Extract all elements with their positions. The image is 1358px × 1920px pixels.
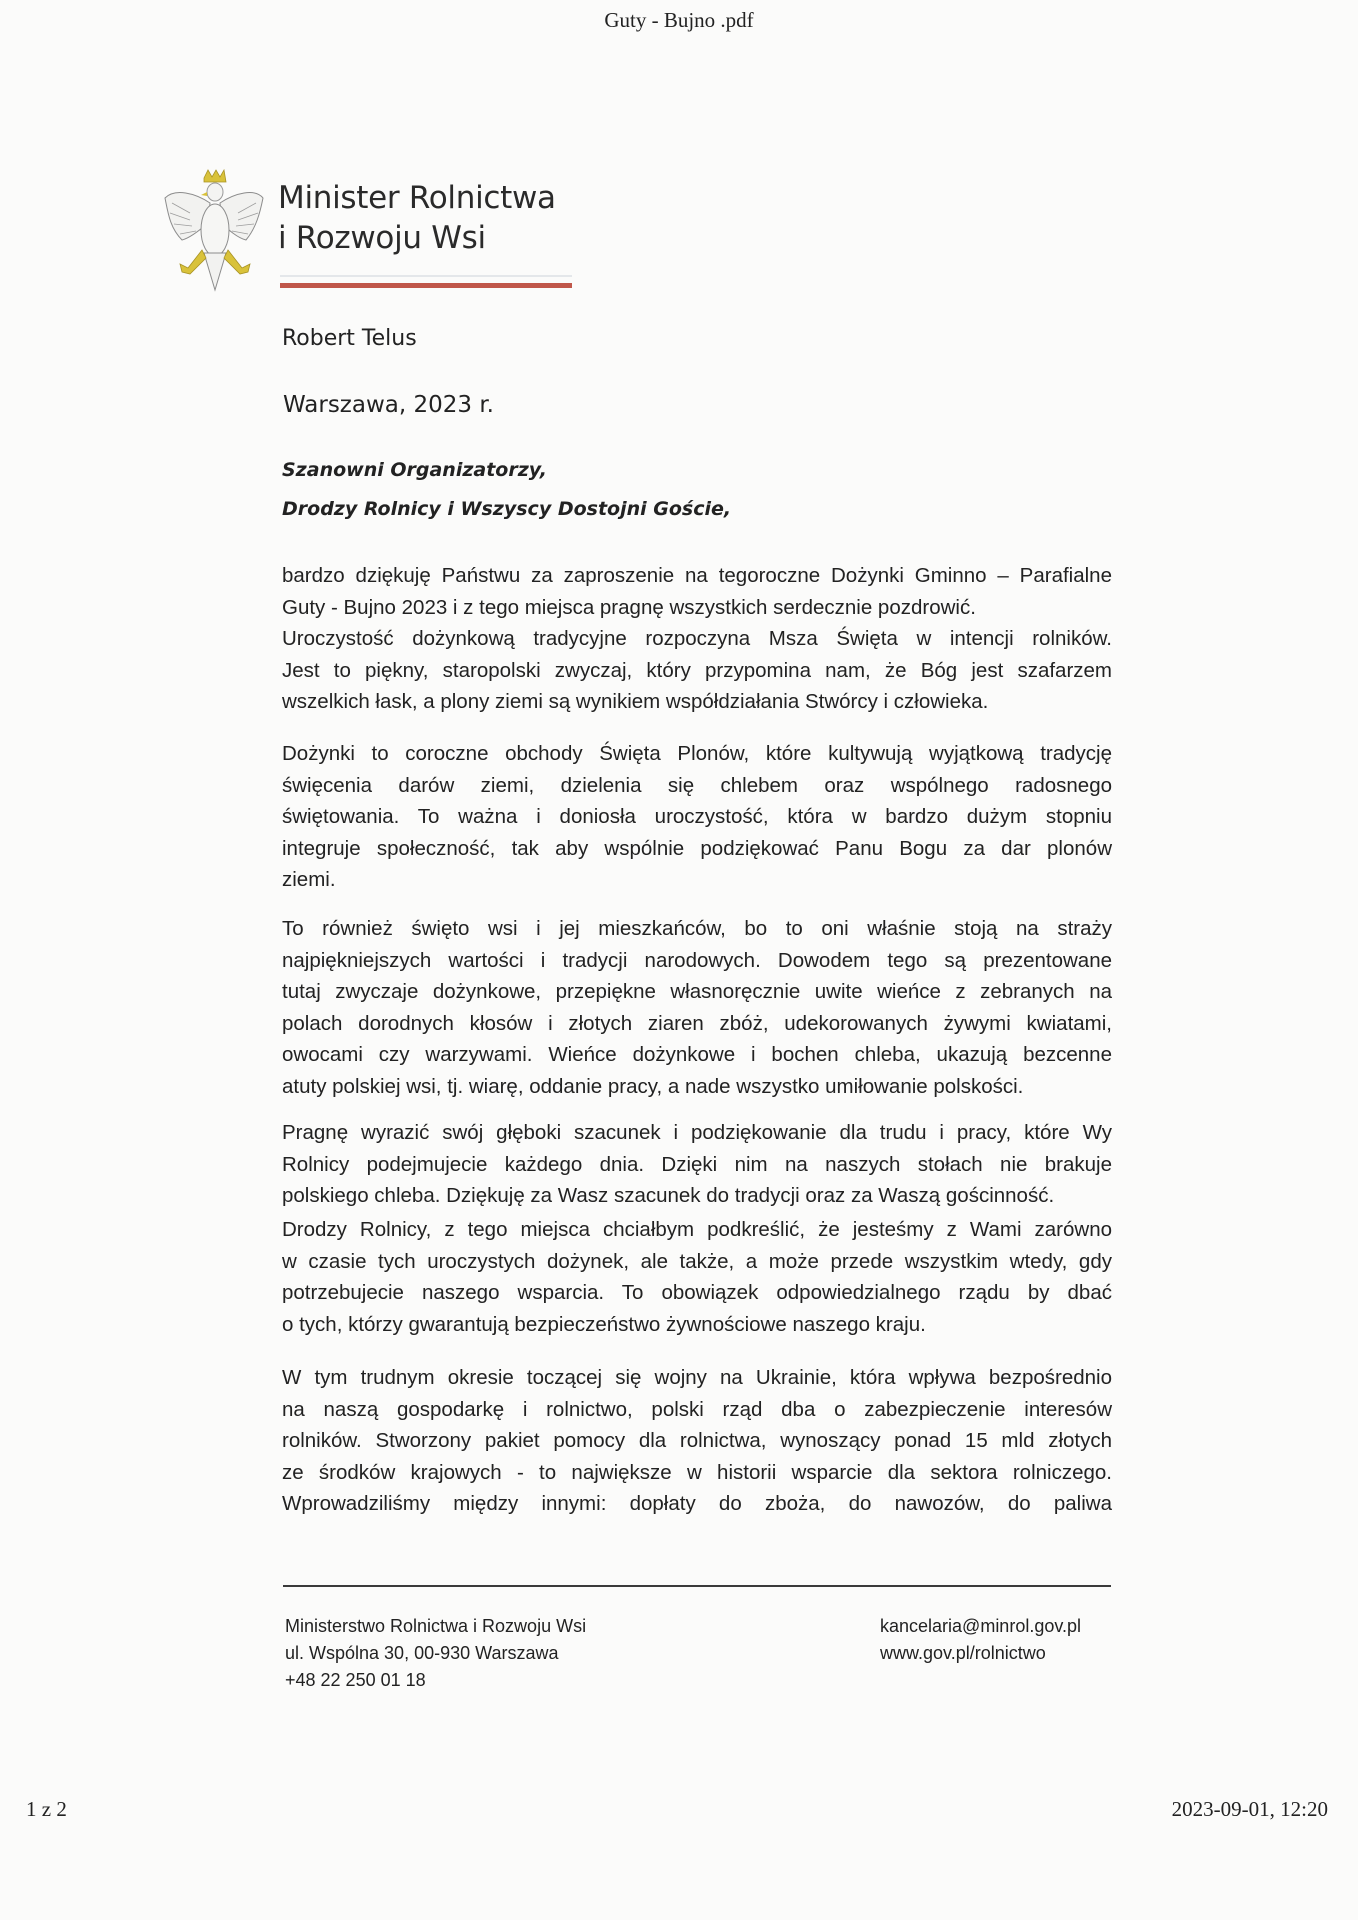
footer-address: ul. Wspólna 30, 00-930 Warszawa	[285, 1643, 559, 1663]
paragraph-line: To również święto wsi i jej mieszkańców, bo to oni właśnie stoją na straży	[282, 917, 1112, 940]
paragraph-line: Drodzy Rolnicy, z tego miejsca chciałbym podkreślić, że jesteśmy z Wami zarówno	[282, 1218, 1112, 1241]
paragraph-line: Pragnę wyrazić swój głęboki szacunek i podziękowanie dla trudu i pracy, które Wy	[282, 1121, 1112, 1144]
paragraph-1	[282, 560, 1112, 718]
paragraph-line: Uroczystość dożynkową tradycyjne rozpoczyna Msza Święta w intencji rolników.	[282, 627, 1112, 650]
footer-email-link[interactable]: kancelaria@minrol.gov.pl	[880, 1616, 1082, 1636]
footer-org-name: Ministerstwo Rolnictwa i Rozwoju Wsi	[285, 1616, 587, 1636]
paragraph-line: najpiękniejszych wartości i tradycji narodowych. Dowodem tego są prezentowane	[282, 948, 1112, 972]
paragraph-line: tutaj zwyczaje dożynkowe, przepiękne własnoręcznie uwite wieńce z zebranych na	[282, 980, 1112, 1003]
paragraph-line: Rolnicy podejmujecie każdego dnia. Dzięki nim na naszych stołach nie brakuje	[282, 1152, 1112, 1176]
paragraph-line: święcenia darów ziemi, dzielenia się chlebem oraz wspólnego radosnego	[282, 773, 1112, 797]
paragraph-line: potrzebujecie naszego wsparcia. To obowiązek odpowiedzialnego rządu by dbać	[282, 1281, 1112, 1304]
salutation-organizers: Szanowni Organizatorzy,	[282, 459, 547, 481]
footer-phone: +48 22 250 01 18	[285, 1670, 426, 1690]
print-header-title: Guty - Bujno .pdf	[604, 8, 754, 32]
paragraph-line: Dożynki to coroczne obchody Święta Plonów, które kultywują wyjątkową tradycję	[282, 742, 1112, 765]
letterhead-title-line2: i Rozwoju Wsi	[278, 220, 486, 256]
paragraph-4	[282, 1117, 1112, 1212]
paragraph-line: Jest to piękny, staropolski zwyczaj, który przypomina nam, że Bóg jest szafarzem	[282, 658, 1112, 682]
footer-divider	[283, 1585, 1111, 1587]
letterhead-rule-grey	[280, 275, 572, 277]
salutation-farmers: Drodzy Rolnicy i Wszyscy Dostojni Goście,	[282, 498, 732, 520]
footer-website-link[interactable]: www.gov.pl/rolnictwo	[880, 1643, 1046, 1663]
letterhead-rule-red	[280, 283, 572, 288]
paragraph-line: rolników. Stworzony pakiet pomocy dla rolnictwa, wynoszący ponad 15 mld złotych	[282, 1429, 1112, 1452]
paragraph-line: o tych, którzy gwarantują bezpieczeństwo żywnościowe naszego kraju.	[282, 1312, 926, 1336]
paragraph-line: na naszą gospodarkę i rolnictwo, polski rząd dba o zabezpieczenie interesów	[282, 1397, 1112, 1421]
paragraph-line: ziemi.	[282, 868, 336, 891]
paragraph-line: atuty polskiej wsi, tj. wiarę, oddanie pracy, a nade wszystko umiłowanie polskości.	[282, 1074, 1024, 1098]
page-indicator: 1 z 2	[26, 1797, 67, 1821]
eagle-emblem-icon	[160, 168, 265, 293]
footer-address-block	[285, 1613, 586, 1694]
paragraph-line: bardzo dziękuję Państwu za zaproszenie na tegoroczne Dożynki Gminno – Parafialne	[282, 564, 1112, 587]
paragraph-line: integruje społeczność, tak aby wspólnie podziękować Panu Bogu za dar plonów	[282, 836, 1112, 860]
letterhead-title-line1: Minister Rolnictwa	[278, 180, 556, 216]
paragraph-line: w czasie tych uroczystych dożynek, ale także, a może przede wszystkim wtedy, gdy	[282, 1249, 1112, 1273]
paragraph-line: polskiego chleba. Dziękuję za Wasz szacunek do tradycji oraz za Waszą gościnność.	[282, 1184, 1055, 1207]
paragraph-line: świętowania. To ważna i doniosła uroczystość, która w bardzo dużym stopniu	[282, 805, 1112, 828]
paragraph-line: owocami czy warzywami. Wieńce dożynkowe i bochen chleba, ukazują bezcenne	[282, 1043, 1112, 1066]
footer-contact-block	[880, 1613, 1081, 1667]
paragraph-line: W tym trudnym okresie toczącej się wojny na Ukrainie, która wpływa bezpośrednio	[282, 1366, 1112, 1389]
print-timestamp: 2023-09-01, 12:20	[1171, 1797, 1328, 1821]
paragraph-line: Guty - Bujno 2023 i z tego miejsca pragnę wszystkich serdecznie pozdrowić.	[282, 595, 976, 619]
paragraph-line: polach dorodnych kłosów i złotych ziaren zbóż, udekorowanych żywymi kwiatami,	[282, 1011, 1112, 1035]
paragraph-line: wszelkich łask, a plony ziemi są wynikiem współdziałania Stwórcy i człowieka.	[282, 690, 989, 713]
letterhead-title	[278, 178, 556, 258]
paragraph-5	[282, 1214, 1112, 1340]
paragraph-2	[282, 738, 1112, 896]
paragraph-line: ze środków krajowych - to największe w historii wsparcie dla sektora rolniczego.	[282, 1460, 1112, 1484]
place-date: Warszawa, 2023 r.	[283, 392, 494, 418]
paragraph-3	[282, 913, 1112, 1102]
paragraph-line: Wprowadziliśmy między innymi: dopłaty do zboża, do nawozów, do paliwa	[282, 1492, 1112, 1515]
sender-name: Robert Telus	[282, 326, 417, 351]
paragraph-6	[282, 1362, 1112, 1520]
